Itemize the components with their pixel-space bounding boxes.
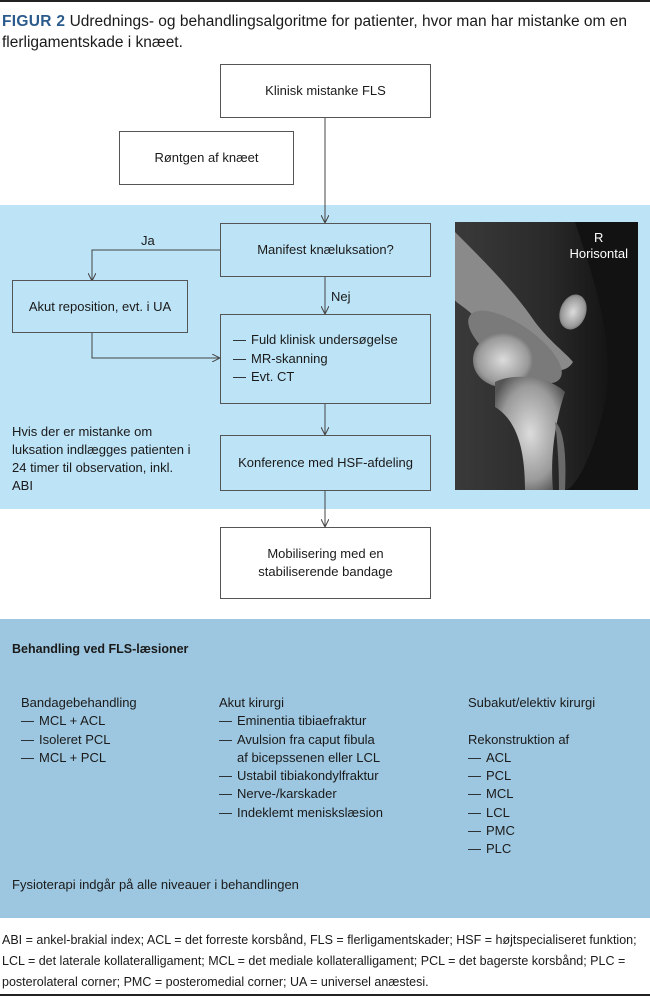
box-mobilisation-text: Mobilisering med en stabiliserende bandage <box>258 546 393 579</box>
figure-title-text: Udrednings- og behandlingsalgoritme for patienter, hvor man har mistanke om en flerligamentskade i knæet. <box>2 13 628 51</box>
acute-item-continuation: af bicepssenen eller LCL <box>237 749 381 765</box>
arrow-reposition-to-exam <box>92 333 219 358</box>
col-bandage-heading: Bandagebehandling <box>21 695 137 710</box>
label-yes: Ja <box>141 233 155 248</box>
exam-item: — Fuld klinisk undersøgelse <box>233 331 398 350</box>
col-acute-heading: Akut kirurgi <box>219 695 285 710</box>
bandage-item: — MCL + ACL <box>21 712 211 730</box>
figure-label: FIGUR 2 <box>2 13 66 30</box>
col-acute-surgery <box>219 694 449 822</box>
abbreviations-note: ABI = ankel-brakial index; ACL = det forreste korsbånd, FLS = flerligamentskader; HSF = højtspecialiseret funktion; LCL = det laterale kollateralligament; MCL = det mediale kollateralligament; PCL = det bagerste korsbånd; PLC = posterolateral corner; PMC = posteromedial corner; UA = universel anæstesi. <box>2 933 637 989</box>
box-acute-reposition-text: Akut reposition, evt. i UA <box>28 298 172 314</box>
box-hsf-conference-text: Konference med HSF-afdeling <box>238 455 413 470</box>
xray-label-r: R <box>594 230 604 245</box>
box-manifest-luxation-text: Manifest knæluksation? <box>257 242 394 257</box>
treatment-title: Behandling ved FLS-læsioner <box>12 642 189 656</box>
acute-item: — Avulsion fra caput fibula <box>219 731 449 749</box>
acute-item: — Nerve-/karskader <box>219 785 449 803</box>
observation-note: Hvis der er mistanke om luksation indlægges patienten i 24 timer til observation, inkl. ABI <box>12 424 191 493</box>
box-mobilisation <box>220 527 431 599</box>
col-elective-heading: Subakut/elektiv kirurgi <box>468 695 596 710</box>
col-bandage <box>21 694 211 767</box>
arrow-manifest-to-reposition <box>92 250 220 280</box>
box-clinical-suspicion <box>220 64 431 118</box>
label-no: Nej <box>331 289 351 304</box>
knee-xray-image <box>455 222 638 490</box>
box-xray-knee <box>119 131 294 185</box>
exam-item: — MR-skanning <box>233 350 398 369</box>
bandage-item: — MCL + PCL <box>21 749 211 767</box>
box-manifest-luxation <box>220 223 431 277</box>
reconstruction-item: — PLC <box>468 840 638 858</box>
box-xray-knee-text: Røntgen af knæet <box>154 150 259 165</box>
acute-item: — Indeklemt meniskslæsion <box>219 804 449 822</box>
acute-item: — Ustabil tibiakondylfraktur <box>219 767 449 785</box>
box-acute-reposition <box>12 280 188 333</box>
bottom-rule <box>0 994 650 996</box>
exam-list <box>233 331 398 387</box>
reconstruction-item: — PCL <box>468 767 638 785</box>
reconstruction-item: — MCL <box>468 785 638 803</box>
reconstruction-item: — PMC <box>468 822 638 840</box>
reconstruction-item: — LCL <box>468 804 638 822</box>
xray-label-horizontal: Horisontal <box>569 246 628 261</box>
bandage-item: — Isoleret PCL <box>21 731 211 749</box>
physiotherapy-note: Fysioterapi indgår på alle niveauer i behandlingen <box>12 877 299 892</box>
box-hsf-conference <box>220 435 431 491</box>
col-elective-subheading: Rekonstruktion af <box>468 731 570 747</box>
acute-item: — Eminentia tibiaefraktur <box>219 712 449 730</box>
exam-item: — Evt. CT <box>233 368 398 387</box>
col-elective-surgery <box>468 694 638 859</box>
xray-orientation-label <box>569 230 628 262</box>
box-examinations <box>220 314 431 404</box>
knee-xray-drawing <box>455 222 638 490</box>
box-clinical-suspicion-text: Klinisk mistanke FLS <box>265 83 386 98</box>
reconstruction-item: — ACL <box>468 749 638 767</box>
